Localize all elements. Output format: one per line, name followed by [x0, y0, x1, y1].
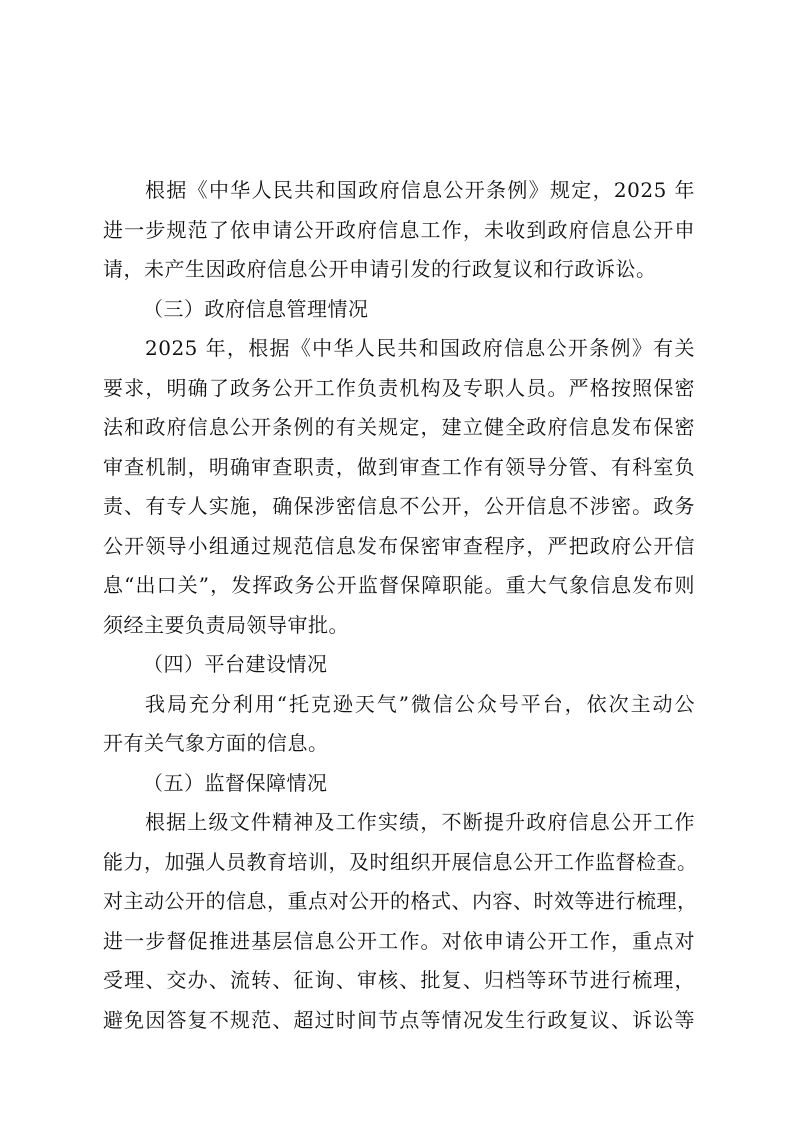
paragraph-line: 公开领导小组通过规范信息发布保密审查程序，严把政府公开信: [103, 533, 695, 558]
paragraph-line: 根据上级文件精神及工作实绩，不断提升政府信息公开工作: [145, 810, 695, 834]
paragraph-line: 受理、交办、流转、征询、审核、批复、归档等环节进行梳理，: [103, 968, 695, 992]
paragraph-line: 对主动公开的信息，重点对公开的格式、内容、时效等进行梳理，: [103, 889, 698, 913]
section-heading-5: （五）监督保障情况: [143, 770, 328, 795]
paragraph-line: 我局充分利用“托克逊天气”微信公众号平台，依次主动公: [145, 691, 695, 716]
paragraph-line: 根据《中华人民共和国政府信息公开条例》规定，2025 年: [145, 178, 695, 202]
paragraph-line: 请，未产生因政府信息公开申请引发的行政复议和行政诉讼。: [103, 257, 657, 281]
paragraph-line: 2025 年，根据《中华人民共和国政府信息公开条例》有关: [145, 336, 695, 360]
document-body: [103, 171, 698, 1040]
section-heading-4: （四）平台建设情况: [143, 652, 328, 676]
paragraph-line: 须经主要负责局领导审批。: [103, 612, 349, 637]
paragraph-line: 息“出口关”，发挥政务公开监督保障职能。重大气象信息发布则: [103, 573, 695, 597]
paragraph-line: 责、有专人实施，确保涉密信息不公开，公开信息不涉密。政务: [103, 494, 695, 518]
paragraph-line: 进一步规范了依申请公开政府信息工作，未收到政府信息公开申: [103, 217, 695, 242]
paragraph-line: 法和政府信息公开条例的有关规定，建立健全政府信息发布保密: [103, 415, 695, 439]
section-heading-3: （三）政府信息管理情况: [143, 296, 369, 321]
paragraph-line: 进一步督促推进基层信息公开工作。对依申请公开工作，重点对: [103, 928, 695, 953]
paragraph-line: 能力，加强人员教育培训，及时组织开展信息公开工作监督检查。: [103, 849, 698, 874]
paragraph-line: 避免因答复不规范、超过时间节点等情况发生行政复议、诉讼等: [103, 1007, 695, 1032]
paragraph-line: 要求，明确了政务公开工作负责机构及专职人员。严格按照保密: [103, 375, 695, 400]
paragraph-line: 审查机制，明确审查职责，做到审查工作有领导分管、有科室负: [103, 454, 695, 479]
paragraph-line: 开有关气象方面的信息。: [103, 731, 329, 755]
